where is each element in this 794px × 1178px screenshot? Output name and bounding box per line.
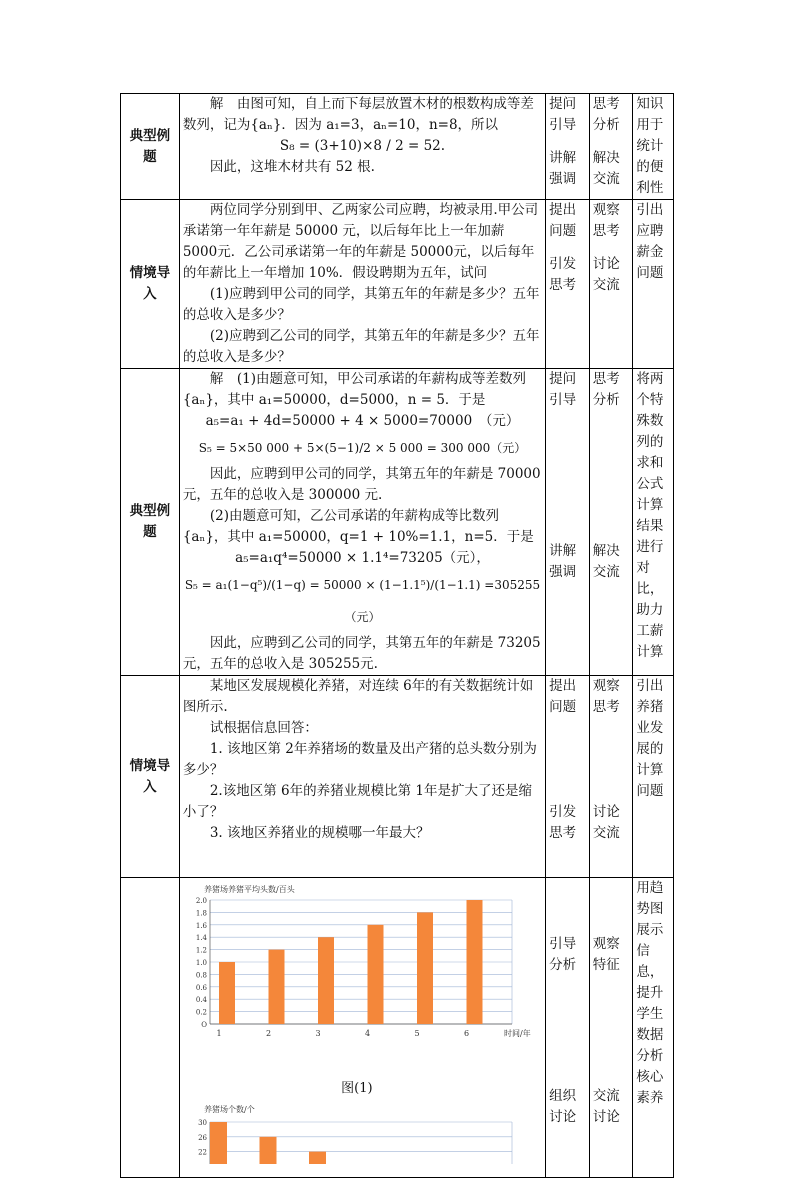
table-row	[121, 369, 674, 676]
x-tick-label: 1	[216, 1029, 222, 1038]
y-tick-label: 1.4	[195, 934, 207, 943]
y-tick-label: 1.2	[195, 946, 207, 955]
x-tick-label: 4	[364, 1029, 370, 1038]
y-tick-label: 26	[197, 1133, 207, 1142]
y-tick-label: 1.6	[195, 921, 207, 930]
bar	[268, 950, 284, 1024]
bar	[309, 1152, 326, 1164]
table-row	[121, 94, 674, 200]
x-tick-label: 6	[463, 1029, 469, 1038]
formula: S₅ = a₁(1−q⁵)/(1−q) = 50000 × (1−1.1⁵)/(1−1.1) =305255（元）	[184, 578, 541, 624]
y-tick-label: 1.0	[195, 959, 207, 967]
student-activity: 观察 思考 讨论 交流	[589, 200, 633, 369]
x-tick-label: 3	[315, 1029, 321, 1038]
y-tick-label: 0.4	[195, 996, 207, 1005]
paragraph: 因此，应聘到乙公司的同学，其第五年的年薪是 73205元，五年的总收入是 305255元.	[182, 635, 541, 672]
teacher-activity: 引导 分析 组织 讨论	[546, 878, 590, 1178]
y-tick-label: 0.6	[195, 983, 207, 992]
figure-caption: 图(1)	[341, 1081, 373, 1096]
student-activity: 思考 分析 解决 交流	[589, 94, 633, 200]
y-tick-label: 2.0	[195, 897, 207, 905]
formula: a₅=a₁q⁴=50000 × 1.1⁴=73205（元），	[235, 550, 490, 566]
bar	[318, 937, 334, 1024]
teacher-activity: 提问 引导 讲解 强调	[546, 369, 590, 676]
y-tick-label: O	[201, 1021, 207, 1029]
chart-cell	[179, 878, 545, 1178]
table-row	[121, 676, 674, 878]
row-label: 典型例题	[121, 94, 180, 200]
bar	[367, 925, 383, 1024]
paragraph: 2.该地区第 6年的养猪业规模比第 1年是扩大了还是缩小了？	[182, 783, 532, 820]
teacher-activity: 提出 问题 引发 思考	[546, 200, 590, 369]
bar-chart-farm-count	[180, 1104, 534, 1164]
student-activity: 观察 特征 交流 讨论	[589, 878, 633, 1178]
lesson-plan-table	[120, 93, 674, 1178]
formula: S₅ = 5×50 000 + 5×(5−1)/2 × 5 000 = 300 000（元）	[198, 441, 527, 455]
paragraph: (1)应聘到甲公司的同学，其第五年的年薪是多少？五年的总收入是多少？	[182, 286, 540, 323]
y-tick-label: 0.8	[195, 971, 207, 980]
y-tick-label: 30	[197, 1119, 207, 1127]
row-content	[179, 369, 545, 676]
bar	[210, 1122, 227, 1164]
table-row	[121, 878, 674, 1178]
formula: S₈ = (3+10)×8 / 2 = 52.	[279, 138, 446, 154]
bar	[219, 962, 235, 1024]
y-tick-label: 1.8	[195, 909, 207, 918]
table-row	[121, 200, 674, 369]
bar	[466, 900, 482, 1024]
paragraph: 试根据信息回答：	[209, 720, 318, 736]
teacher-activity: 提问 引导 讲解 强调	[546, 94, 590, 200]
chart-title: 养猪场养猪平均头数/百头	[203, 885, 295, 894]
paragraph: 两位同学分别到甲、乙两家公司应聘，均被录用.甲公司承诺第一年年薪是 50000 元，以后每年比上一年加薪 5000元．乙公司承诺第一年的年薪是 50000元，以后每年的年薪比上一年增加 10%．假设聘期为五年，试问	[182, 202, 539, 281]
bar-chart-average-pigs	[180, 884, 534, 1084]
paragraph: 解 由图可知，自上而下每层放置木材的根数构成等差数列，记为{aₙ}．因为 a₁=3，aₙ=10，n=8，所以	[182, 96, 534, 133]
row-label: 情境导入	[121, 676, 180, 878]
row-content	[179, 676, 545, 878]
paragraph: 因此，应聘到甲公司的同学，其第五年的年薪是 70000元，五年的总收入是 300000 元.	[182, 466, 541, 503]
row-content	[179, 200, 545, 369]
paragraph: (2)由题意可知，乙公司承诺的年薪构成等比数列{aₙ}，其中 a₁=50000，q=1 + 10%=1.1，n=5．于是	[182, 508, 534, 545]
paragraph: 3. 该地区养猪业的规模哪一年最大？	[209, 825, 430, 841]
paragraph: 因此，这堆木材共有 52 根.	[209, 159, 375, 175]
x-tick-label: 2	[265, 1029, 271, 1038]
design-purpose: 引出养猪业发展的计算问题	[633, 676, 674, 878]
paragraph: 解 (1)由题意可知，甲公司承诺的年薪构成等差数列{aₙ}，其中 a₁=50000，d=5000，n = 5．于是	[182, 371, 526, 408]
row-label	[121, 878, 180, 1178]
x-axis-label: 时间/年	[503, 1029, 531, 1038]
y-tick-label: 0.2	[195, 1008, 207, 1017]
design-purpose: 将两个特殊数列的求和公式计算结果进行对比，助力工薪计算	[633, 369, 674, 676]
design-purpose: 知识用于统计的便利性	[633, 94, 674, 200]
paragraph: 某地区发展规模化养猪，对连续 6年的有关数据统计如图所示.	[182, 678, 534, 715]
formula: a₅=a₁ + 4d=50000 + 4 × 5000=70000 （元）	[205, 413, 520, 429]
teacher-activity: 提出 问题 引发 思考	[546, 676, 590, 878]
design-purpose: 用趋势图展示信息，提升学生数据分析核心素养	[633, 878, 674, 1178]
row-content	[179, 94, 545, 200]
y-tick-label: 22	[197, 1148, 207, 1157]
x-tick-label: 5	[414, 1029, 420, 1038]
chart-area	[180, 878, 545, 1157]
row-label: 典型例题	[121, 369, 180, 676]
student-activity: 思考 分析 解决 交流	[589, 369, 633, 676]
bar	[259, 1137, 276, 1164]
row-label: 情境导入	[121, 200, 180, 369]
paragraph: 1. 该地区第 2年养猪场的数量及出产猪的总头数分别为多少？	[182, 741, 537, 778]
bar	[417, 912, 433, 1024]
design-purpose: 引出应聘薪金问题	[633, 200, 674, 369]
student-activity: 观察 思考 讨论 交流	[589, 676, 633, 878]
chart-title: 养猪场个数/个	[203, 1105, 255, 1114]
paragraph: (2)应聘到乙公司的同学，其第五年的年薪是多少？五年的总收入是多少？	[182, 328, 540, 365]
